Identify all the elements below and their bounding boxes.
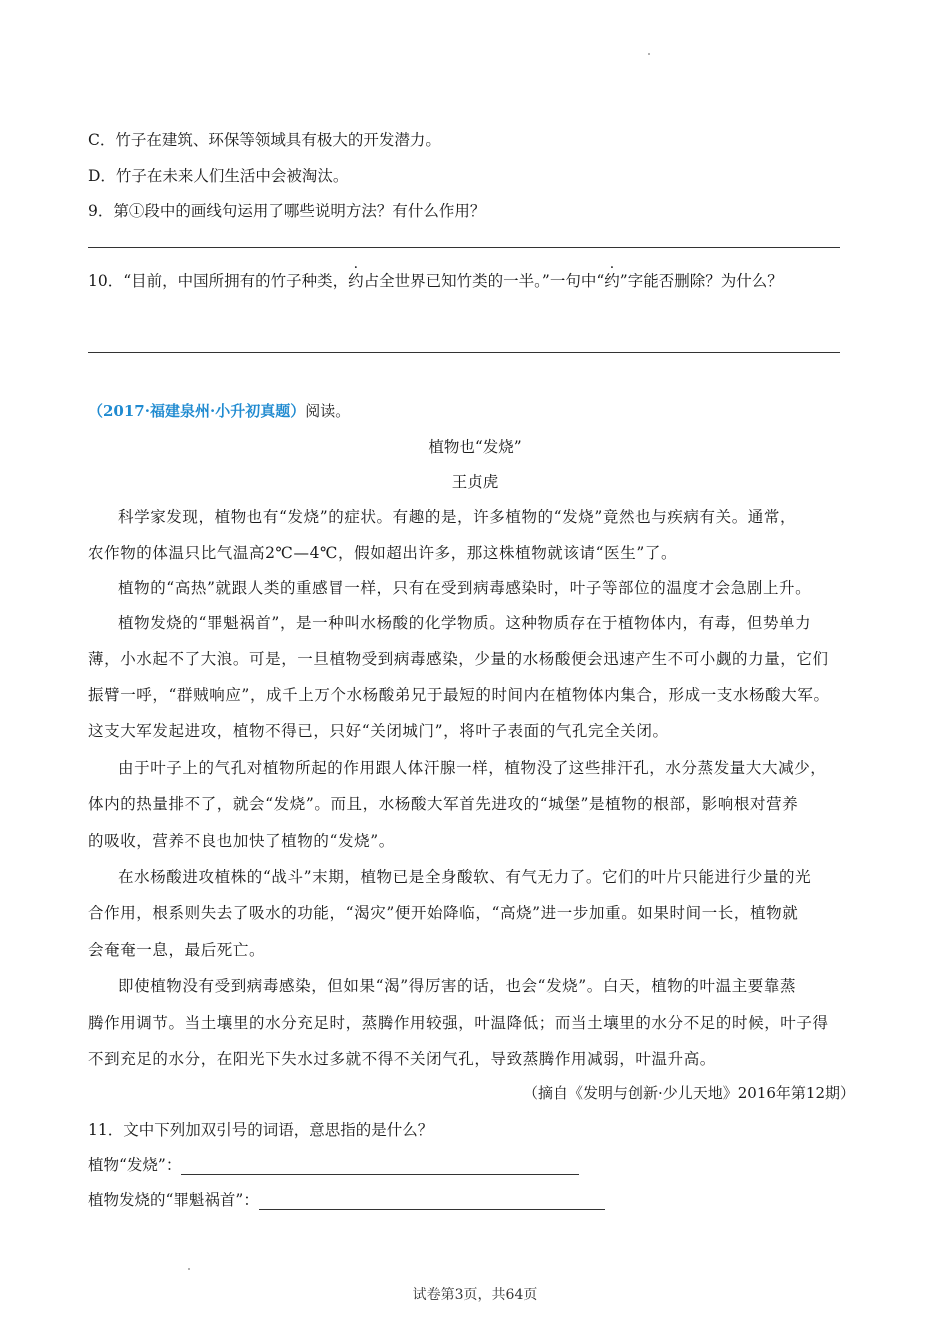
- option-d: D．竹子在未来人们生活中会被淘汰。: [88, 167, 349, 185]
- article-line: 科学家发现，植物也有“发烧”的症状。有趣的是，许多植物的“发烧”竟然也与疾病有关。通常，: [118, 508, 797, 526]
- article-line: 在水杨酸进攻植株的“战斗”末期，植物已是全身酸软、有气无力了。它们的叶片只能进行少量的光: [118, 868, 812, 886]
- corner-mark: [648, 53, 650, 55]
- article-line: 振臂一呼，“群贼响应”，成千上万个水杨酸弟兄于最短的时间内在植物体内集合，形成一支水杨酸大军。: [88, 686, 830, 704]
- article-line: 即使植物没有受到病毒感染，但如果“渴”得厉害的话，也会“发烧”。白天，植物的叶温主要靠蒸: [118, 977, 797, 995]
- article-line: 腾作用调节。当土壤里的水分充足时，蒸腾作用较强，叶温降低；而当土壤里的水分不足的时候，叶子得: [88, 1014, 829, 1032]
- question-11: 11．文中下列加双引号的词语，意思指的是什么？: [88, 1121, 434, 1139]
- article-line: 由于叶子上的气孔对植物所起的作用跟人体汗腺一样，植物没了这些排汗孔，水分蒸发量大大减少，: [118, 759, 827, 777]
- article-line: 植物的“高热”就跟人类的重感冒一样，只有在受到病毒感染时，叶子等部位的温度才会急剧上升。: [118, 579, 812, 597]
- article-citation: （摘自《发明与创新·少儿天地》2016年第12期）: [522, 1084, 855, 1102]
- article-line: 农作物的体温只比气温高2℃—4℃，假如超出许多，那这株植物就该请“医生”了。: [88, 544, 678, 562]
- page-footer: 试卷第3页，共64页: [412, 1287, 538, 1303]
- answer-line-11-2[interactable]: [259, 1194, 605, 1210]
- question-11-item-2: 植物发烧的“罪魁祸首”：: [88, 1188, 605, 1210]
- answer-line-9[interactable]: [88, 247, 840, 248]
- article-author: 王贞虎: [451, 473, 499, 491]
- article-line: 的吸收，营养不良也加快了植物的“发烧”。: [88, 832, 395, 850]
- question-9: 9．第①段中的画线句运用了哪些说明方法？有什么作用？: [88, 202, 486, 220]
- article-title: 植物也“发烧”: [428, 438, 522, 456]
- corner-mark: [188, 1268, 190, 1270]
- article-line: 这支大军发起进攻，植物不得已，只好“关闭城门”，将叶子表面的气孔完全关闭。: [88, 722, 669, 740]
- option-c: C．竹子在建筑、环保等领域具有极大的开发潜力。: [88, 131, 441, 149]
- reading-header: [88, 400, 350, 421]
- answer-line-10[interactable]: [88, 352, 840, 353]
- article-line: 薄，小水起不了大浪。可是，一旦植物受到病毒感染，少量的水杨酸便会迅速产生不可小觑的力量，它们: [88, 650, 829, 668]
- source-tag: （2017·福建泉州·小升初真题）: [88, 402, 306, 420]
- emphasis-char: 约: [604, 272, 620, 290]
- article-line: 会奄奄一息，最后死亡。: [88, 941, 266, 959]
- article-line: 合作用，根系则失去了吸水的功能，“渴灾”便开始降临，“高烧”进一步加重。如果时间一长，植物就: [88, 904, 799, 922]
- emphasis-char: 约: [348, 272, 364, 290]
- reading-intro: 阅读。: [305, 402, 351, 420]
- article-line: 植物发烧的“罪魁祸首”，是一种叫水杨酸的化学物质。这种物质存在于植物体内，有毒，但势单力: [118, 614, 812, 632]
- answer-line-11-1[interactable]: [181, 1159, 579, 1175]
- question-10: 10．“目前，中国所拥有的竹子种类，约占全世界已知竹类的一半。”一句中“约”字能否删除？为什么？: [88, 272, 783, 290]
- article-line: 不到充足的水分，在阳光下失水过多就不得不关闭气孔，导致蒸腾作用减弱，叶温升高。: [88, 1050, 716, 1068]
- article-line: 体内的热量排不了，就会“发烧”。而且，水杨酸大军首先进攻的“城堡”是植物的根部，影响根对营养: [88, 795, 799, 813]
- question-11-item-1: 植物“发烧”：: [88, 1153, 579, 1175]
